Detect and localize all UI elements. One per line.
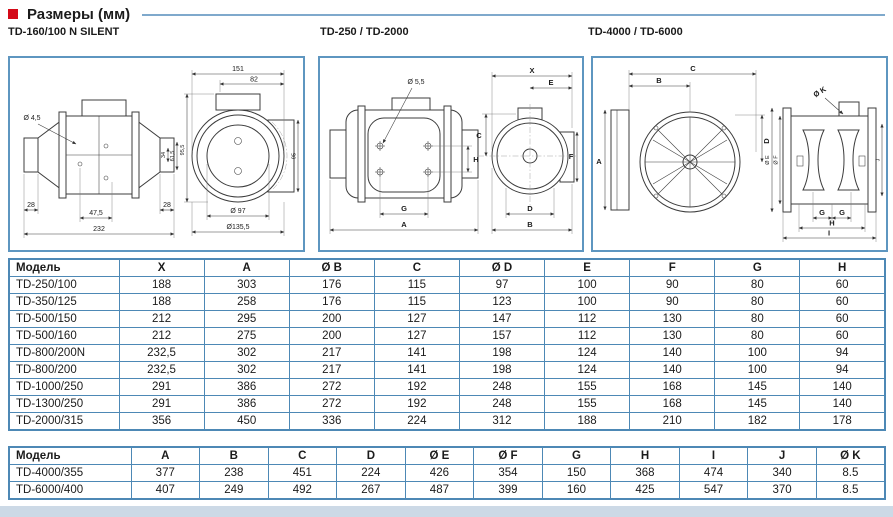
column-header: G	[715, 259, 800, 277]
value-cell: 192	[374, 379, 459, 396]
dim-label: F	[568, 152, 574, 161]
dim-label: 95,5	[180, 144, 186, 156]
value-cell: 188	[545, 413, 630, 431]
model-cell: TD-1300/250	[9, 396, 119, 413]
drawing-title-td160: TD-160/100 N SILENT	[8, 26, 120, 38]
column-header: Ø D	[459, 259, 544, 277]
dim-label: 28	[163, 202, 171, 209]
dim-label: E	[548, 78, 554, 87]
value-cell: 145	[715, 396, 800, 413]
value-cell: 188	[119, 294, 204, 311]
table-row	[9, 294, 885, 311]
table-row	[9, 328, 885, 345]
value-cell: 386	[204, 379, 289, 396]
dim-label: 151	[232, 66, 244, 73]
page-edge-strip	[0, 506, 893, 517]
value-cell: 100	[545, 277, 630, 294]
header-row	[9, 259, 885, 277]
value-cell: 188	[119, 277, 204, 294]
value-cell: 8.5	[816, 465, 885, 482]
value-cell: 127	[374, 328, 459, 345]
value-cell: 90	[630, 294, 715, 311]
technical-drawing-td160	[10, 58, 303, 250]
dim-label: D	[527, 204, 533, 213]
value-cell: 224	[374, 413, 459, 431]
value-cell: 97	[459, 277, 544, 294]
value-cell: 141	[374, 362, 459, 379]
value-cell: 407	[131, 482, 200, 500]
value-cell: 80	[715, 277, 800, 294]
dimensions-table-large-models	[8, 446, 886, 500]
value-cell: 100	[715, 362, 800, 379]
value-cell: 368	[611, 465, 680, 482]
table-row	[9, 379, 885, 396]
column-header: D	[337, 447, 406, 465]
dim-label: 82	[250, 76, 258, 84]
model-cell: TD-4000/355	[9, 465, 131, 482]
value-cell: 198	[459, 362, 544, 379]
dim-label: B	[527, 220, 533, 229]
value-cell: 60	[800, 328, 885, 345]
value-cell: 291	[119, 379, 204, 396]
value-cell: 198	[459, 345, 544, 362]
column-header: A	[204, 259, 289, 277]
dim-label: 61,5	[170, 150, 176, 162]
dim-label: G	[819, 208, 825, 217]
value-cell: 168	[630, 379, 715, 396]
value-cell: 336	[289, 413, 374, 431]
model-cell: TD-500/150	[9, 311, 119, 328]
dim-label: Ø135,5	[226, 224, 250, 231]
value-cell: 176	[289, 277, 374, 294]
dim-label: C	[690, 64, 696, 73]
value-cell: 302	[204, 362, 289, 379]
dim-label: 28	[27, 202, 35, 209]
value-cell: 547	[679, 482, 748, 500]
value-cell: 303	[204, 277, 289, 294]
value-cell: 340	[748, 465, 817, 482]
model-cell: TD-800/200	[9, 362, 119, 379]
table-row	[9, 482, 885, 500]
value-cell: 140	[630, 345, 715, 362]
value-cell: 80	[715, 294, 800, 311]
value-cell: 140	[630, 362, 715, 379]
value-cell: 147	[459, 311, 544, 328]
dim-label: 95	[291, 152, 298, 160]
value-cell: 123	[459, 294, 544, 311]
value-cell: 80	[715, 311, 800, 328]
column-header: G	[542, 447, 611, 465]
front-view	[611, 110, 740, 212]
table-row	[9, 311, 885, 328]
dim-label: C	[476, 131, 482, 140]
dim-label: J	[875, 158, 882, 162]
column-header: A	[131, 447, 200, 465]
value-cell: 192	[374, 396, 459, 413]
front-view	[192, 94, 294, 202]
value-cell: 450	[204, 413, 289, 431]
value-cell: 399	[474, 482, 543, 500]
value-cell: 370	[748, 482, 817, 500]
value-cell: 249	[200, 482, 269, 500]
value-cell: 100	[715, 345, 800, 362]
table-row	[9, 362, 885, 379]
value-cell: 145	[715, 379, 800, 396]
column-header: Модель	[9, 259, 119, 277]
dim-label: Ø F	[773, 155, 780, 165]
column-header: H	[800, 259, 885, 277]
value-cell: 200	[289, 311, 374, 328]
value-cell: 140	[800, 396, 885, 413]
fan-guard-spokes	[645, 117, 735, 207]
value-cell: 492	[268, 482, 337, 500]
model-cell: TD-2000/315	[9, 413, 119, 431]
red-square-bullet-icon	[8, 9, 18, 19]
header-row	[9, 447, 885, 465]
value-cell: 232,5	[119, 362, 204, 379]
table-row	[9, 277, 885, 294]
column-header: I	[679, 447, 748, 465]
column-header: Ø E	[405, 447, 474, 465]
dim-label: Ø E	[765, 155, 771, 165]
value-cell: 377	[131, 465, 200, 482]
technical-drawing-td250	[320, 58, 582, 250]
value-cell: 80	[715, 328, 800, 345]
value-cell: 155	[545, 379, 630, 396]
section-rule	[142, 14, 885, 16]
dim-label: I	[827, 228, 831, 238]
dim-label: Ø 97	[230, 208, 246, 215]
model-cell: TD-350/125	[9, 294, 119, 311]
column-header: Модель	[9, 447, 131, 465]
value-cell: 115	[374, 294, 459, 311]
dim-label: H	[829, 218, 835, 228]
technical-drawing-td4000	[593, 58, 886, 250]
value-cell: 94	[800, 345, 885, 362]
column-header: J	[748, 447, 817, 465]
value-cell: 258	[204, 294, 289, 311]
dim-label: Ø 5,5	[407, 79, 425, 86]
value-cell: 474	[679, 465, 748, 482]
dim-label: 232	[93, 226, 105, 233]
value-cell: 90	[630, 277, 715, 294]
column-header: Ø F	[474, 447, 543, 465]
dim-label: G	[401, 204, 407, 213]
value-cell: 312	[459, 413, 544, 431]
value-cell: 272	[289, 379, 374, 396]
side-view	[24, 100, 174, 198]
value-cell: 155	[545, 396, 630, 413]
drawing-title-td250: TD-250 / TD-2000	[320, 26, 409, 38]
value-cell: 60	[800, 311, 885, 328]
value-cell: 217	[289, 362, 374, 379]
dim-label: 47,5	[89, 210, 103, 217]
value-cell: 386	[204, 396, 289, 413]
model-cell: TD-1000/250	[9, 379, 119, 396]
value-cell: 487	[405, 482, 474, 500]
value-cell: 130	[630, 311, 715, 328]
value-cell: 224	[337, 465, 406, 482]
value-cell: 272	[289, 396, 374, 413]
value-cell: 212	[119, 311, 204, 328]
value-cell: 302	[204, 345, 289, 362]
side-view	[783, 102, 876, 212]
column-header: X	[119, 259, 204, 277]
column-header: E	[545, 259, 630, 277]
value-cell: 354	[474, 465, 543, 482]
column-header: F	[630, 259, 715, 277]
table-row	[9, 413, 885, 431]
value-cell: 168	[630, 396, 715, 413]
drawing-panel-td160	[8, 56, 305, 252]
value-cell: 140	[800, 379, 885, 396]
value-cell: 94	[800, 362, 885, 379]
model-cell: TD-6000/400	[9, 482, 131, 500]
model-cell: TD-500/160	[9, 328, 119, 345]
value-cell: 60	[800, 294, 885, 311]
value-cell: 112	[545, 328, 630, 345]
value-cell: 267	[337, 482, 406, 500]
model-cell: TD-800/200N	[9, 345, 119, 362]
column-header: C	[374, 259, 459, 277]
value-cell: 141	[374, 345, 459, 362]
dimensions-table-small-models	[8, 258, 886, 431]
column-header: B	[200, 447, 269, 465]
drawing-panel-td250	[318, 56, 584, 252]
value-cell: 182	[715, 413, 800, 431]
side-view	[330, 98, 478, 202]
value-cell: 124	[545, 362, 630, 379]
model-cell: TD-250/100	[9, 277, 119, 294]
column-header: Ø B	[289, 259, 374, 277]
dim-label: A	[401, 220, 407, 229]
dim-label: H	[473, 155, 479, 164]
section-title: Размеры (мм)	[27, 5, 131, 23]
value-cell: 112	[545, 311, 630, 328]
value-cell: 160	[542, 482, 611, 500]
dim-label: X	[529, 66, 535, 75]
value-cell: 238	[200, 465, 269, 482]
dim-label: Ø K	[811, 84, 828, 100]
value-cell: 210	[630, 413, 715, 431]
table-row	[9, 465, 885, 482]
value-cell: 291	[119, 396, 204, 413]
table-row	[9, 345, 885, 362]
value-cell: 60	[800, 277, 885, 294]
value-cell: 217	[289, 345, 374, 362]
value-cell: 124	[545, 345, 630, 362]
dim-label: B	[656, 76, 662, 85]
front-view	[478, 104, 578, 208]
drawing-panel-td4000	[591, 56, 888, 252]
section-header	[8, 3, 885, 25]
value-cell: 176	[289, 294, 374, 311]
value-cell: 157	[459, 328, 544, 345]
value-cell: 425	[611, 482, 680, 500]
value-cell: 275	[204, 328, 289, 345]
dim-label: D	[762, 138, 771, 144]
value-cell: 356	[119, 413, 204, 431]
value-cell: 130	[630, 328, 715, 345]
value-cell: 8.5	[816, 482, 885, 500]
value-cell: 115	[374, 277, 459, 294]
value-cell: 178	[800, 413, 885, 431]
value-cell: 150	[542, 465, 611, 482]
table-row	[9, 396, 885, 413]
value-cell: 200	[289, 328, 374, 345]
drawing-title-td4000: TD-4000 / TD-6000	[588, 26, 683, 38]
value-cell: 295	[204, 311, 289, 328]
dim-label: Ø 4,5	[23, 115, 41, 122]
value-cell: 451	[268, 465, 337, 482]
dim-label: A	[596, 157, 602, 166]
column-header: Ø K	[816, 447, 885, 465]
value-cell: 212	[119, 328, 204, 345]
dim-label: G	[839, 208, 845, 217]
value-cell: 248	[459, 396, 544, 413]
value-cell: 426	[405, 465, 474, 482]
value-cell: 232,5	[119, 345, 204, 362]
value-cell: 100	[545, 294, 630, 311]
dim-label: 34	[161, 151, 167, 159]
value-cell: 127	[374, 311, 459, 328]
column-header: C	[268, 447, 337, 465]
value-cell: 248	[459, 379, 544, 396]
column-header: H	[611, 447, 680, 465]
